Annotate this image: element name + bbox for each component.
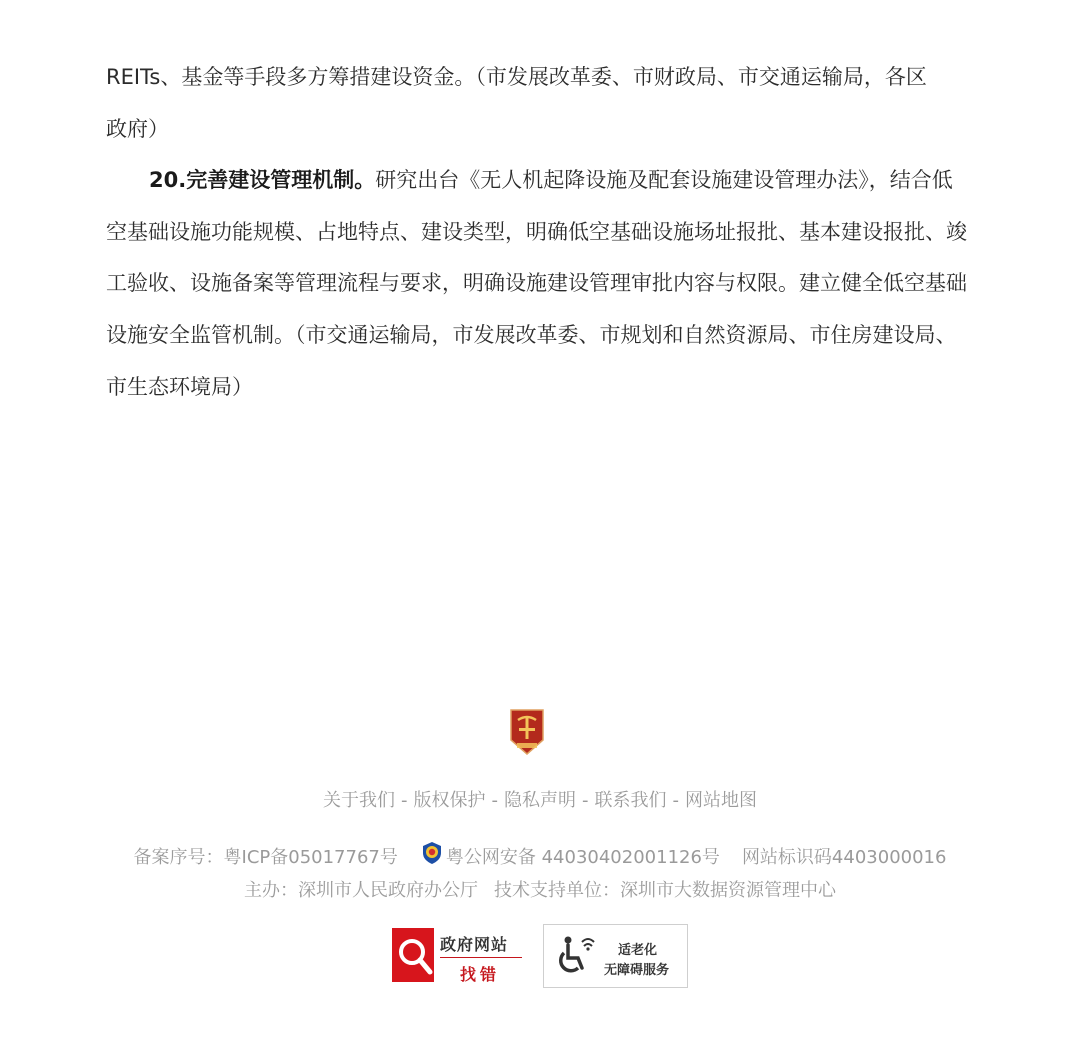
host-organization: 主办：深圳市人民政府办公厅	[244, 880, 478, 901]
police-record-link[interactable]: 粤公网安备 44030402001126号	[445, 847, 720, 868]
magnifier-icon	[390, 924, 446, 986]
error-badge-title: 政府网站	[440, 935, 509, 954]
link-about-us[interactable]: 关于我们	[323, 790, 395, 811]
link-separator: -	[672, 790, 679, 811]
error-badge-divider	[440, 957, 522, 958]
section-heading: 20.完善建设管理机制。	[149, 168, 376, 193]
tech-support-organization: 技术支持单位：深圳市大数据资源管理中心	[494, 880, 836, 901]
link-separator: -	[491, 790, 498, 811]
paragraph-1-line-1: REITs、基金等手段多方筹措建设资金。（市发展改革委、市财政局、市交通运输局，各区	[106, 65, 927, 89]
link-sitemap[interactable]: 网站地图	[685, 790, 757, 811]
link-privacy[interactable]: 隐私声明	[504, 790, 576, 811]
government-site-error-report-button[interactable]	[390, 924, 526, 986]
paragraph-20-body: 研究出台《无人机起降设施及配套设施建设管理办法》，结合低空基础设施功能规模、占地特点、建设类型，明确低空基础设施场址报批、基本建设报批、竣工验收、设施备案等管理流程与要求，明确设施建设管理审批内容与权限。建立健全低空基础设施安全监管机制。（市交通运输局，市发展改革委、市规划和自然资源局、市住房建设局、市生态环境局）	[106, 168, 967, 399]
article-body	[106, 52, 972, 413]
error-badge-subtitle: 找错	[460, 965, 501, 984]
accessibility-badge-line-1: 适老化	[618, 943, 658, 958]
police-badge-icon	[420, 841, 444, 865]
paragraph-1-line-2: 政府）	[106, 116, 169, 141]
record-info	[0, 841, 1080, 869]
party-government-emblem-icon[interactable]	[508, 708, 546, 756]
accessibility-badge-line-2: 无障碍服务	[604, 963, 670, 978]
paragraph-1	[106, 52, 972, 155]
link-separator: -	[401, 790, 408, 811]
site-identifier-code: 网站标识码4403000016	[741, 847, 947, 868]
elderly-accessibility-service-button[interactable]	[543, 924, 688, 988]
host-info	[0, 876, 1080, 902]
paragraph-20	[106, 155, 972, 413]
footer-links	[0, 786, 1080, 812]
link-copyright[interactable]: 版权保护	[413, 790, 486, 811]
link-separator: -	[582, 790, 589, 811]
link-contact-us[interactable]: 联系我们	[594, 790, 667, 811]
icp-record-link[interactable]: 备案序号：粤ICP备05017767号	[133, 847, 398, 868]
wheelchair-accessibility-icon	[556, 934, 602, 980]
